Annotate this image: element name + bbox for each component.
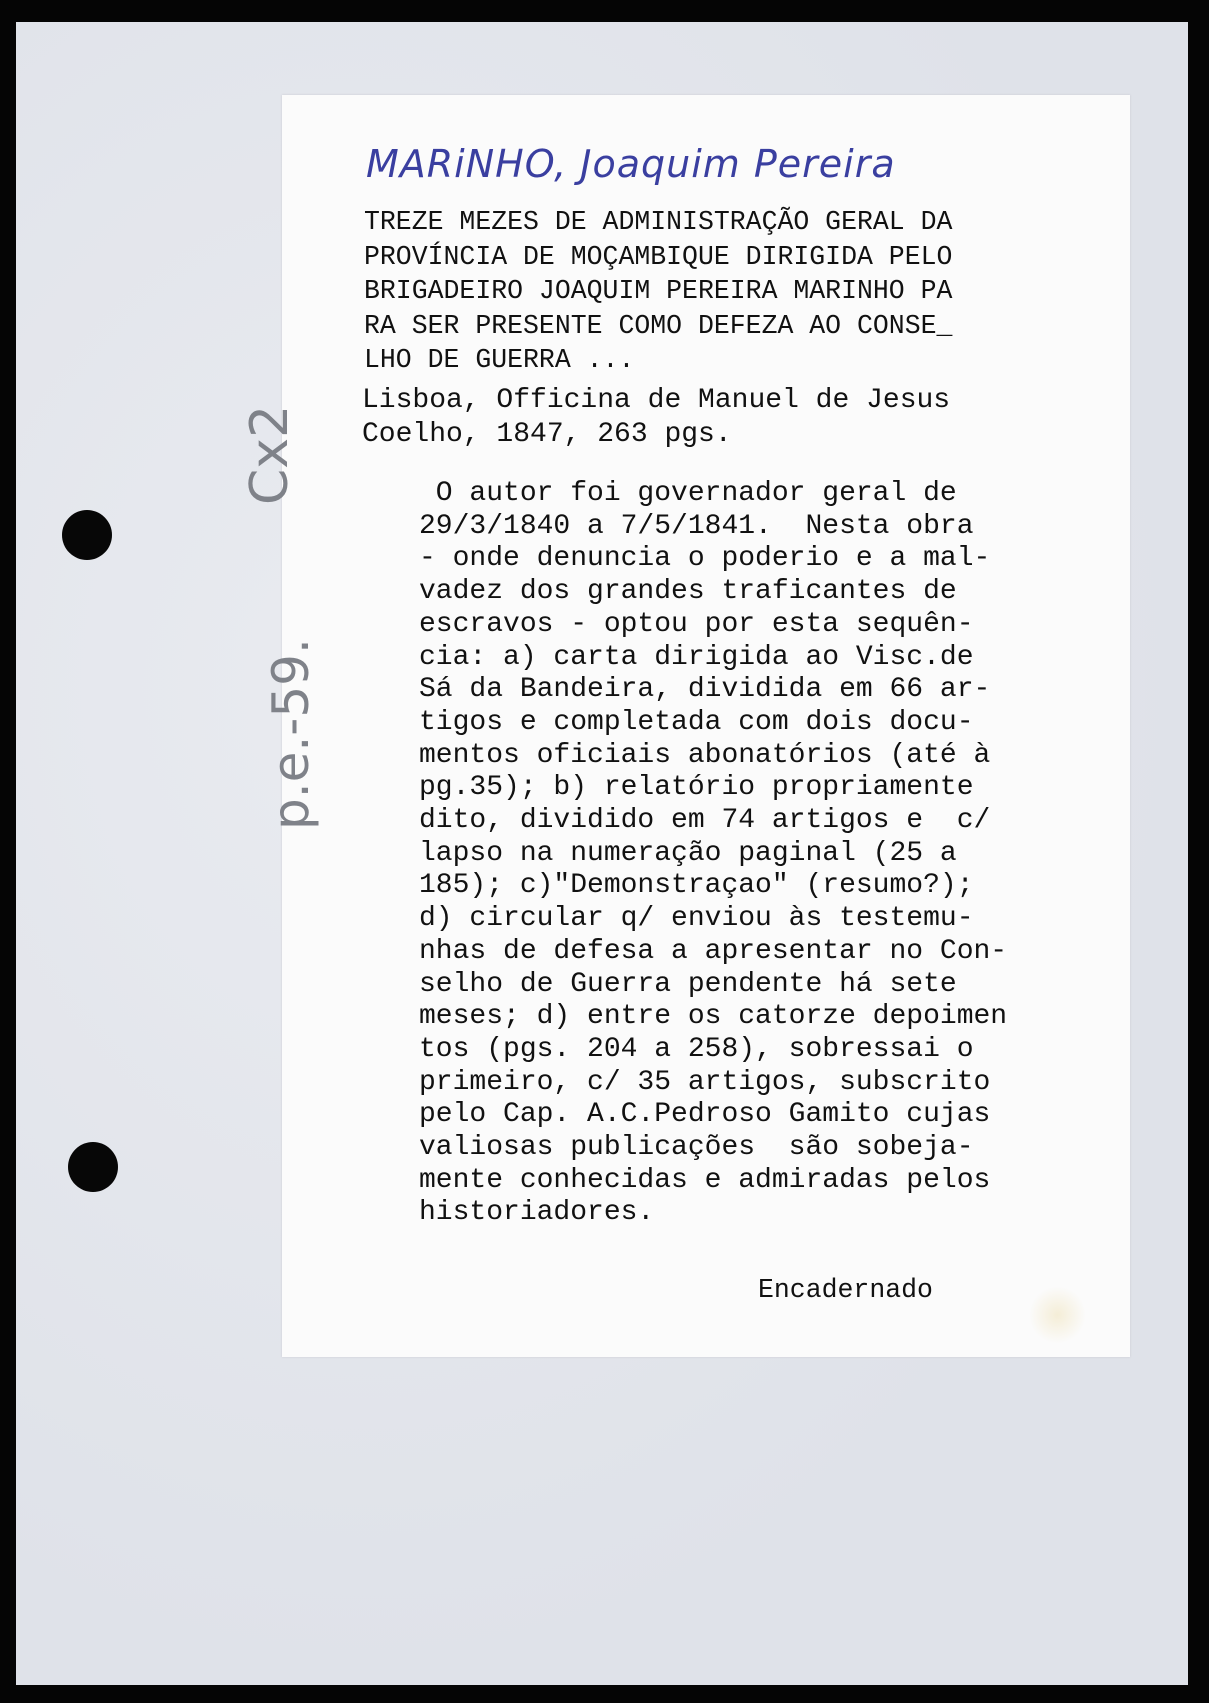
annotation-line: mentos oficiais abonatórios (até à <box>419 739 991 771</box>
annotation-line: pelo Cap. A.C.Pedroso Gamito cujas <box>419 1099 991 1131</box>
annotation-line: meses; d) entre os catorze depoimen <box>419 1001 1008 1033</box>
annotation-line: tigos e completada com dois docu- <box>419 706 974 738</box>
annotation-line: primeiro, c/ 35 artigos, subscrito <box>419 1066 991 1098</box>
imprint-line: Coelho, 1847, 263 pgs. <box>362 419 732 450</box>
annotation-line: 29/3/1840 a 7/5/1841. Nesta obra <box>419 510 974 542</box>
pencil-shelf-note: p.e.-59. <box>262 638 320 830</box>
title-line: TREZE MEZES DE ADMINISTRAÇÃO GERAL DA <box>364 207 953 237</box>
annotation-line: lapso na numeração paginal (25 a <box>419 837 957 869</box>
annotation-line: tos (pgs. 204 a 258), sobressai o <box>419 1033 974 1065</box>
punch-hole-bottom <box>68 1142 118 1192</box>
pencil-box-note: Cx2 <box>240 404 300 505</box>
annotation-line: valiosas publicações são sobeja- <box>419 1132 974 1164</box>
title-line: PROVÍNCIA DE MOÇAMBIQUE DIRIGIDA PELO <box>364 241 953 272</box>
title-line: BRIGADEIRO JOAQUIM PEREIRA MARINHO PA <box>364 276 953 306</box>
annotation-line: selho de Guerra pendente há sete <box>419 968 957 1000</box>
imprint <box>362 384 950 452</box>
annotation-line: Sá da Bandeira, dividida em 66 ar- <box>419 674 991 706</box>
title-line: RA SER PRESENTE COMO DEFEZA AO CONSE_ <box>364 310 953 341</box>
annotation-line: dito, dividido em 74 artigos e c/ <box>419 805 991 837</box>
annotation-line: d) circular q/ enviou às testemu- <box>419 903 974 935</box>
title-line: LHO DE GUERRA ... <box>364 345 635 375</box>
annotation-line: O autor foi governador geral de <box>419 478 957 509</box>
annotation-line: mente conhecidas e admiradas pelos <box>419 1164 991 1196</box>
punch-hole-top <box>62 510 112 560</box>
annotation-line: nhas de defesa a apresentar no Con- <box>419 935 1008 967</box>
stain <box>1030 1285 1085 1345</box>
annotation-line: cia: a) carta dirigida ao Visc.de <box>419 641 974 673</box>
annotation-line: - onde denuncia o poderio e a mal- <box>419 543 991 575</box>
author-heading: MARiNHO, Joaquim Pereira <box>366 142 896 186</box>
annotation-line: pg.35); b) relatório propriamente <box>419 772 974 804</box>
binding-note: Encadernado <box>758 1275 933 1305</box>
annotation-line: historiadores. <box>419 1197 655 1229</box>
imprint-line: Lisboa, Officina de Manuel de Jesus <box>362 385 951 416</box>
annotation-text <box>419 478 1007 1230</box>
annotation-line: vadez dos grandes traficantes de <box>419 576 957 608</box>
annotation-line: escravos - optou por esta sequên- <box>419 608 974 640</box>
annotation-line: 185); c)"Demonstraçao" (resumo?); <box>419 870 974 902</box>
book-title <box>364 205 952 378</box>
